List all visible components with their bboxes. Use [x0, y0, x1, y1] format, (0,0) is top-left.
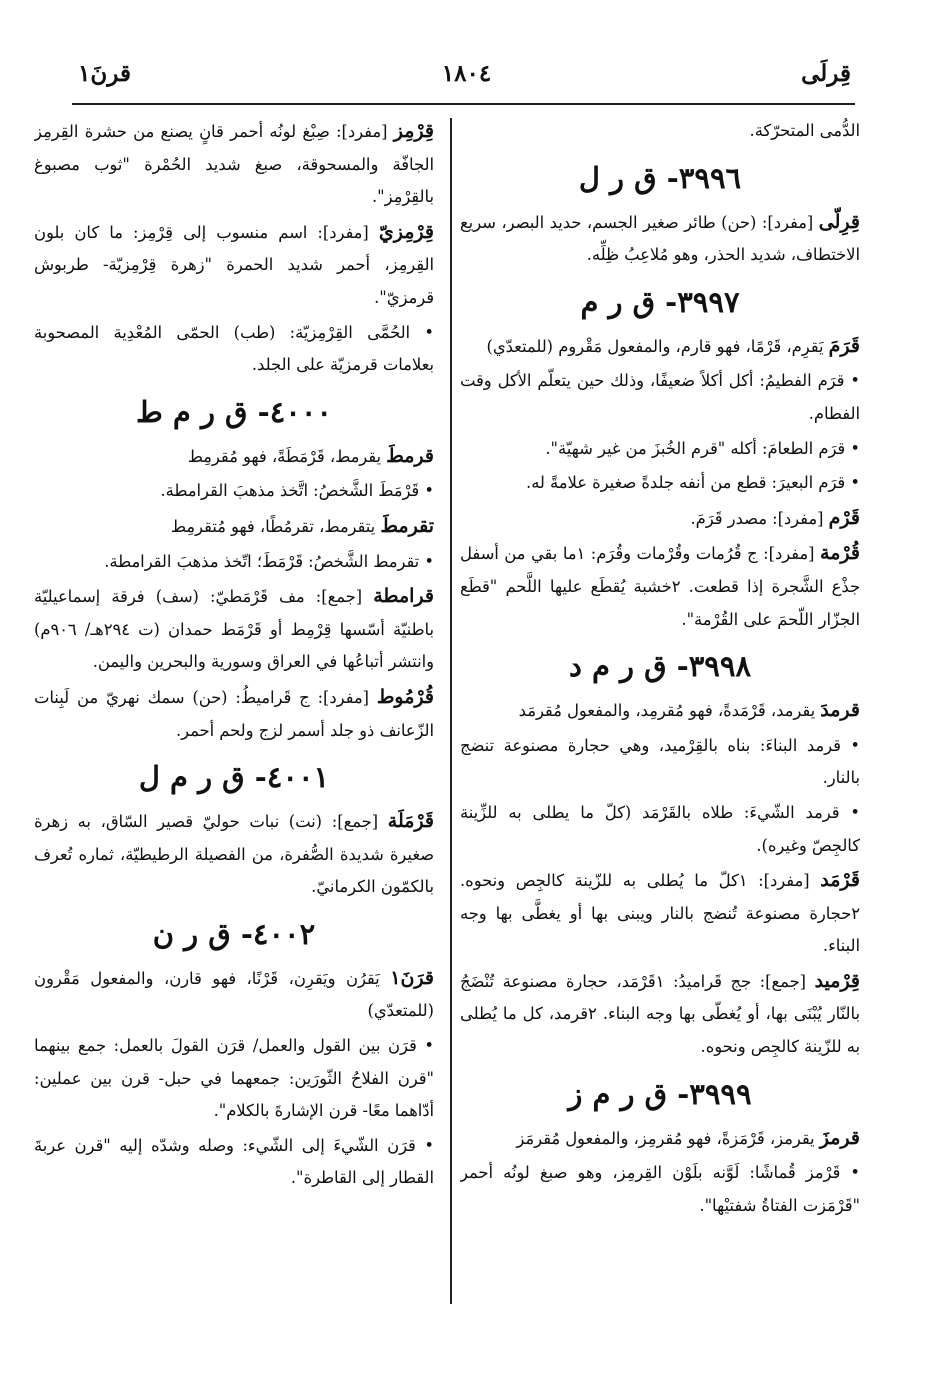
definition-text: • قرمد الشّيءَ: طلاه بالقَرْمَد (كلّ ما يطلى به للزِّينة كالجِصّ وغيره).	[460, 802, 860, 855]
definition-text: • قرَم الفطيمُ: أكل أكلاً ضعيفًا، وذلك حين يتعلّم الأكل وقت الفطام.	[460, 371, 860, 423]
definition-text: • قَرْمز قُماشًا: لَوَّنه بلَوْن القِرمِز، وهو صبغ لونُه أحمر "قَرْمَزت الفتاةُ شفتيْها".	[460, 1163, 860, 1215]
definition-text: [مفرد]: ١كلّ ما يُطلى به للزّينة كالجِص ونحوه. ٢حجارة مصنوعة تُنضج بالنار ويبنى بها أو يغطَّى بها وجه البناء.	[460, 871, 860, 956]
definition-text: يتقرمط، تقرمُطًا، فهو مُتقرمِط	[170, 516, 381, 536]
definition-text: يقرمط، قَرْمَطَةً، فهو مُقرمِط	[187, 446, 387, 466]
definition-text: [جمع]: جج قَراميدُ: ١قَرْمَد، حجارة مصنوعة تُنْضَجُ بالنّار يُبْنَى بها، أو يُغطّى بها وجه البناء. ٢قرمد، كل ما يُطلى به للزّينة كالجِص ونحوه.	[460, 971, 860, 1057]
dictionary-entry	[460, 206, 860, 272]
headword: قِرِلّى	[818, 210, 860, 233]
headword: قَرْمَد	[820, 869, 860, 892]
left-column	[34, 115, 434, 1315]
dictionary-entry	[34, 681, 434, 747]
dictionary-entry	[34, 510, 434, 544]
headword: قُرْمُوط	[376, 685, 434, 708]
root-heading: ٣٩٩٦- ق ر ل	[578, 160, 742, 195]
definition-text: يقرمد، قَرْمَدةً، فهو مُقرمِد، والمفعول مُقرمَد	[518, 701, 821, 721]
root-heading: ٤٠٠٢- ق ر ن	[152, 916, 316, 951]
dictionary-entry	[34, 580, 434, 679]
headword: قرمطَ	[386, 444, 434, 467]
definition-text: [جمع]: (نت) نبات حوليّ قصير السّاق، به زهرة صغيرة شديدة الصُّفرة، من الفصيلة الرطيطيّة، ثماره تُعرف بالكمّون الكرمانيّ.	[34, 812, 434, 897]
dictionary-entry	[34, 216, 434, 315]
headword: قرمزَ	[819, 1126, 860, 1149]
dictionary-entry	[34, 962, 434, 1028]
dictionary-entry	[460, 502, 860, 536]
dictionary-entry	[460, 330, 860, 364]
dictionary-entry	[460, 1157, 860, 1222]
headword: تقرمطَ	[380, 514, 434, 537]
continuation-text	[460, 115, 860, 148]
definition-text: • قرَم الطعامَ: أكله "قرم الخُبزَ من غير شهيّة".	[545, 438, 860, 458]
page-number: ١٨٠٤	[441, 60, 492, 87]
left-guide-word: قرنَ١	[78, 60, 131, 87]
definition-text: الدُّمى المتحرّكة.	[749, 121, 860, 140]
headword: قِرْمِزيّ	[378, 220, 434, 243]
headword: قرامطة	[373, 585, 434, 608]
definition-text: • قرَن الشّيءَ إلى الشّيء: وصله وشدّه إليه "قرن عربةَ القطار إلى القاطرة".	[34, 1135, 434, 1188]
root-heading: ٤٠٠٠- ق ر م ط	[135, 394, 332, 429]
definition-text: • تقرمط الشَّخصُ: قَرْمَطَ؛ اتّخذ مذهبَ القرامطة.	[104, 551, 434, 571]
headword: قرمدَ	[820, 699, 860, 722]
right-guide-word: قِرلَى	[801, 60, 851, 87]
definition-text: يَقرُن ويَقرِن، قَرْنًا، فهو قارن، والمفعول مَقْرون (للمتعدّي)	[34, 968, 434, 1021]
dictionary-entry	[460, 730, 860, 795]
definition-text: يقرمز، قَرْمَزةً، فهو مُقرمِز، والمفعول مُقرمَز	[516, 1128, 820, 1148]
dictionary-entry	[460, 864, 860, 963]
right-column	[460, 115, 860, 1315]
definition-text: [مفرد]: مصدر قَرَمَ.	[690, 508, 829, 528]
header-rule	[72, 103, 855, 105]
dictionary-entry	[34, 1130, 434, 1195]
dictionary-entry	[460, 965, 860, 1064]
headword: قَرَمَ	[828, 334, 860, 357]
dictionary-entry	[34, 805, 434, 904]
dictionary-entry	[34, 475, 434, 508]
dictionary-entry	[34, 115, 434, 214]
root-heading: ٣٩٩٩- ق ر م ز	[568, 1076, 752, 1111]
root-heading: ٣٩٩٧- ق ر م	[580, 284, 740, 319]
dictionary-entry	[460, 365, 860, 430]
headword: قَرْمَلَة	[387, 810, 434, 833]
dictionary-entry	[460, 467, 860, 500]
definition-text: [جمع]: مف قَرْمَطيّ: (سف) فرقة إسماعيليّة باطنيّة أسّسها قِرْمِط أو قَرْمَط حمدان (ت ٢٩٤هـ/ ٩٠٦م) وانتشر أتباعُها في العراق وسورية والبحرين واليمن.	[34, 587, 434, 672]
headword: قَرْم	[828, 506, 860, 529]
definition-text: [مفرد]: (حن) طائر صغير الجسم، حديد البصر، سريع الاختطاف، شديد الحذر، وهو مُلاعِبُ ظِلِّه.	[460, 212, 860, 265]
definition-text: يَقرِم، قَرْمًا، فهو قارم، والمفعول مَقْروم (للمتعدّي)	[486, 336, 829, 356]
definition-text: [مفرد]: ج قَراميطُ: (حن) سمك نهريّ من لَبِنات الزّعانف ذو جلد أسمر لزج ولحم أحمر.	[34, 687, 434, 740]
definition-text: • قرمد البناءَ: بناه بالقِرْميد، وهي حجارة مصنوعة تنضج بالنار.	[460, 735, 860, 788]
column-divider	[450, 118, 452, 1304]
headword: قِرْمِز	[393, 120, 434, 142]
running-head	[0, 56, 933, 100]
definition-text: • قرَم البعيرَ: قطع من أنفه جلدةً صغيرة علامةً له.	[526, 473, 860, 493]
dictionary-entry	[34, 440, 434, 474]
definition-text: • قَرْمَطَ الشَّخصُ: اتَّخذ مذهبَ القرامطة.	[160, 481, 434, 501]
dictionary-entry	[460, 1122, 860, 1156]
dictionary-entry	[34, 546, 434, 579]
headword: قِرْميد	[814, 969, 860, 992]
definition-text: • الحُمَّى القِرْمِزيّة: (طب) الحمّى المُعْدِية المصحوبة بعلامات قرمزيّة على الجلد.	[34, 322, 434, 375]
dictionary-entry	[34, 317, 434, 382]
dictionary-entry	[460, 797, 860, 862]
headword: قرَنَ١	[390, 966, 434, 989]
root-heading: ٣٩٩٨- ق ر م د	[568, 649, 752, 684]
definition-text: [مفرد]: اسم منسوب إلى قِرْمِز: ما كان بلون القِرمِز، أحمر شديد الحمرة "زهرة قِرْمِزيّة- طربوش قرمزيّ".	[34, 222, 434, 307]
dictionary-entry	[460, 433, 860, 466]
dictionary-entry	[460, 694, 860, 728]
definition-text: [مفرد]: ج قُرُمات وقُرْمات وقُرَم: ١ما بقي من أسفل جذْع الشَّجرة إذا قطعت. ٢خشبة يُقطَع عليها اللَّحم "قطَع الجزّار اللّحمَ على القُرْمة".	[460, 544, 860, 629]
dictionary-entry	[34, 1030, 434, 1128]
dictionary-entry	[460, 537, 860, 636]
root-heading: ٤٠٠١- ق ر م ل	[138, 760, 330, 795]
headword: قُرْمة	[820, 542, 860, 565]
definition-text: • قرَن بين القول والعمل/ قرَن القولَ بالعمل: جمع بينهما "قرن الفلاحُ الثّورَين: جمعهما في حبل- قرن بين عملين: أدّاهما معًا- قرن الإشارةَ بالكلام".	[34, 1036, 434, 1121]
definition-text: [مفرد]: صِبْغ لونُه أحمر قانٍ يصنع من حشرة القِرمِز الجافّة والمسحوقة، صبغ شديد الحُمْرة "ثوب مصبوغ بالقِرْمِز".	[34, 122, 434, 207]
